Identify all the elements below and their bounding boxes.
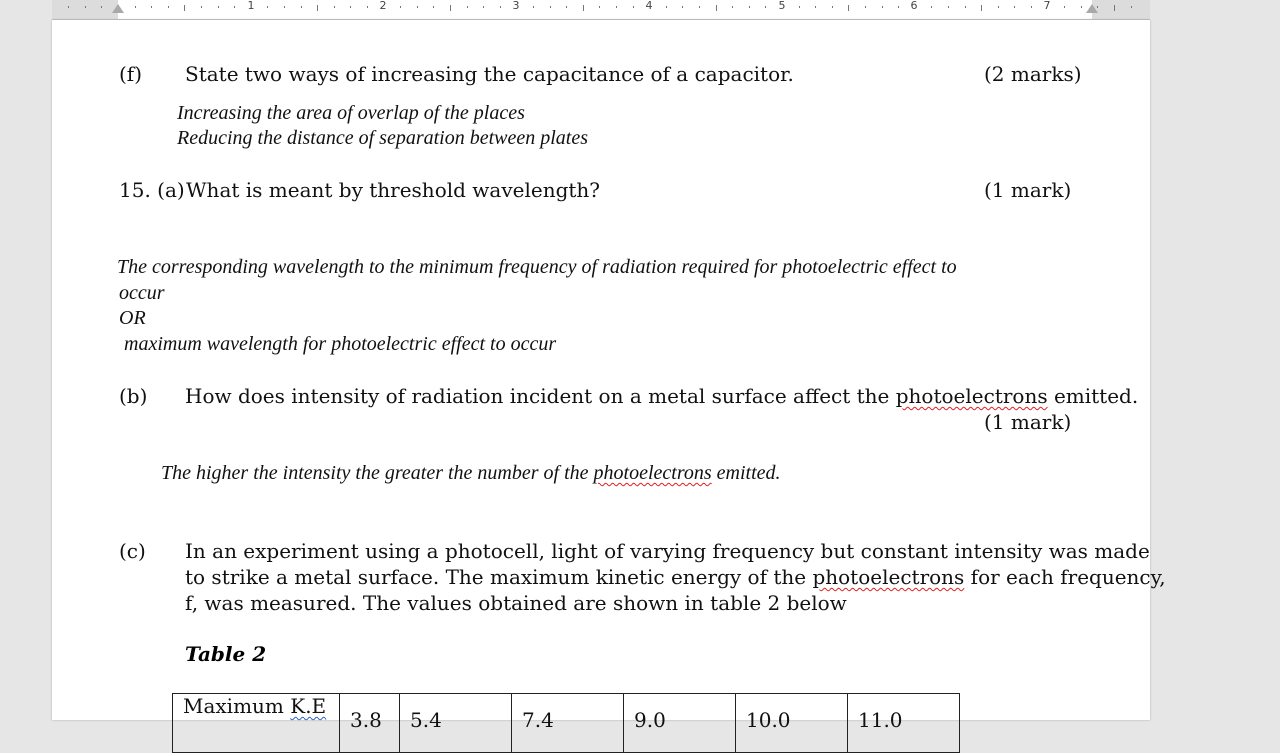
ruler-tick bbox=[682, 6, 683, 8]
ruler-tick bbox=[218, 6, 219, 8]
ruler-tick bbox=[1081, 6, 1082, 8]
ruler-tick bbox=[350, 6, 351, 8]
ruler-tick bbox=[882, 6, 883, 8]
ruler-tick bbox=[616, 6, 617, 8]
question-label: (f) bbox=[119, 62, 143, 86]
spelling-flag[interactable]: photoelectrons bbox=[812, 565, 965, 589]
ruler-tick bbox=[1014, 6, 1015, 8]
ruler-tick bbox=[135, 6, 136, 8]
ruler-left-margin bbox=[52, 0, 118, 19]
ruler-tick bbox=[666, 6, 667, 8]
ruler-tick bbox=[566, 6, 567, 8]
ruler-number: 6 bbox=[910, 0, 918, 12]
ruler-tick bbox=[599, 6, 600, 8]
ruler-tick bbox=[417, 6, 418, 8]
ruler-tick bbox=[732, 6, 733, 8]
table-header-cell: Maximum K.E bbox=[173, 694, 340, 753]
question-text: State two ways of increasing the capacitance of a capacitor. bbox=[185, 62, 794, 86]
ruler-tick bbox=[85, 6, 86, 8]
horizontal-ruler[interactable] bbox=[52, 0, 1150, 20]
data-table bbox=[172, 693, 960, 753]
ruler-tick bbox=[184, 5, 185, 11]
ruler-tick bbox=[284, 6, 285, 8]
ruler-tick bbox=[467, 6, 468, 8]
ruler-number: 2 bbox=[379, 0, 387, 12]
table-cell: 7.4 bbox=[512, 694, 624, 753]
ruler-number: 4 bbox=[645, 0, 653, 12]
marks-label: (1 mark) bbox=[984, 410, 1072, 434]
ruler-tick bbox=[716, 5, 717, 11]
ruler-tick bbox=[500, 6, 501, 8]
table-cell: 9.0 bbox=[624, 694, 736, 753]
ruler-tick bbox=[749, 6, 750, 8]
question-text: What is meant by threshold wavelength? bbox=[186, 178, 601, 202]
ruler-number: 5 bbox=[778, 0, 786, 12]
ruler-number: 7 bbox=[1043, 0, 1051, 12]
answer-line: Reducing the distance of separation between plates bbox=[177, 127, 589, 149]
ruler-tick bbox=[68, 6, 69, 8]
question-text: to strike a metal surface. The maximum kinetic energy of the photoelectrons for each frequency, bbox=[185, 565, 1166, 589]
ruler-tick bbox=[334, 6, 335, 8]
left-indent-marker[interactable] bbox=[112, 4, 124, 13]
ruler-tick bbox=[931, 6, 932, 8]
right-indent-marker[interactable] bbox=[1086, 4, 1098, 13]
ruler-number: 3 bbox=[512, 0, 520, 12]
ruler-tick bbox=[633, 6, 634, 8]
table-title: Table 2 bbox=[185, 642, 267, 666]
ruler-tick bbox=[865, 6, 866, 8]
answer-line: maximum wavelength for photoelectric effect to occur bbox=[124, 333, 557, 355]
ruler-tick bbox=[583, 5, 584, 11]
ruler-tick bbox=[1064, 6, 1065, 8]
ruler-tick bbox=[433, 6, 434, 8]
ruler-tick bbox=[799, 6, 800, 8]
answer-line: occur bbox=[119, 282, 165, 304]
spelling-flag[interactable]: photoelectrons bbox=[593, 462, 712, 484]
ruler-right-margin bbox=[1092, 0, 1150, 19]
ruler-tick bbox=[400, 6, 401, 8]
question-text: f, was measured. The values obtained are shown in table 2 below bbox=[185, 591, 847, 615]
table-cell: 10.0 bbox=[736, 694, 848, 753]
ruler-tick bbox=[267, 6, 268, 8]
ruler-tick bbox=[898, 6, 899, 8]
document-page[interactable] bbox=[52, 20, 1166, 732]
ruler-tick bbox=[981, 5, 982, 11]
ruler-tick bbox=[234, 6, 235, 8]
ruler-tick bbox=[948, 6, 949, 8]
table-cell: 3.8 bbox=[340, 694, 400, 753]
question-label: (b) bbox=[119, 384, 148, 408]
ruler-tick bbox=[832, 6, 833, 8]
question-label: 15. (a) bbox=[119, 178, 185, 202]
ruler-tick bbox=[1131, 6, 1132, 8]
ruler-tick bbox=[765, 6, 766, 8]
ruler-tick bbox=[450, 5, 451, 11]
table-row bbox=[173, 694, 960, 753]
ruler-tick bbox=[151, 6, 152, 8]
question-label: (c) bbox=[119, 539, 146, 563]
ruler-tick bbox=[550, 6, 551, 8]
question-text: How does intensity of radiation incident on a metal surface affect the photoelectrons emitted. bbox=[185, 384, 1139, 408]
ruler-tick bbox=[168, 6, 169, 8]
ruler-tick bbox=[998, 6, 999, 8]
ruler-tick bbox=[317, 5, 318, 11]
answer-or: OR bbox=[119, 307, 146, 329]
marks-label: (1 mark) bbox=[984, 178, 1072, 202]
grammar-flag[interactable]: K.E bbox=[290, 694, 327, 718]
ruler-tick bbox=[848, 5, 849, 11]
ruler-tick bbox=[301, 6, 302, 8]
answer-line: The corresponding wavelength to the minimum frequency of radiation required for photoelectric effect to bbox=[117, 256, 957, 278]
answer-line: Increasing the area of overlap of the places bbox=[177, 102, 525, 124]
ruler-tick bbox=[965, 6, 966, 8]
ruler-number: 1 bbox=[247, 0, 255, 12]
marks-label: (2 marks) bbox=[984, 62, 1082, 86]
ruler-tick bbox=[367, 6, 368, 8]
ruler-tick bbox=[1114, 5, 1115, 11]
ruler-tick bbox=[533, 6, 534, 8]
ruler-tick bbox=[483, 6, 484, 8]
ruler-tick bbox=[815, 6, 816, 8]
ruler-tick bbox=[201, 6, 202, 8]
ruler-tick bbox=[1031, 6, 1032, 8]
ruler-tick bbox=[101, 6, 102, 8]
table-cell: 11.0 bbox=[848, 694, 960, 753]
table-cell: 5.4 bbox=[400, 694, 512, 753]
ruler-tick bbox=[699, 6, 700, 8]
spelling-flag[interactable]: photoelectrons bbox=[895, 384, 1048, 408]
answer-line: The higher the intensity the greater the number of the photoelectrons emitted. bbox=[161, 462, 781, 484]
question-text: In an experiment using a photocell, light of varying frequency but constant intensity was made bbox=[185, 539, 1150, 563]
